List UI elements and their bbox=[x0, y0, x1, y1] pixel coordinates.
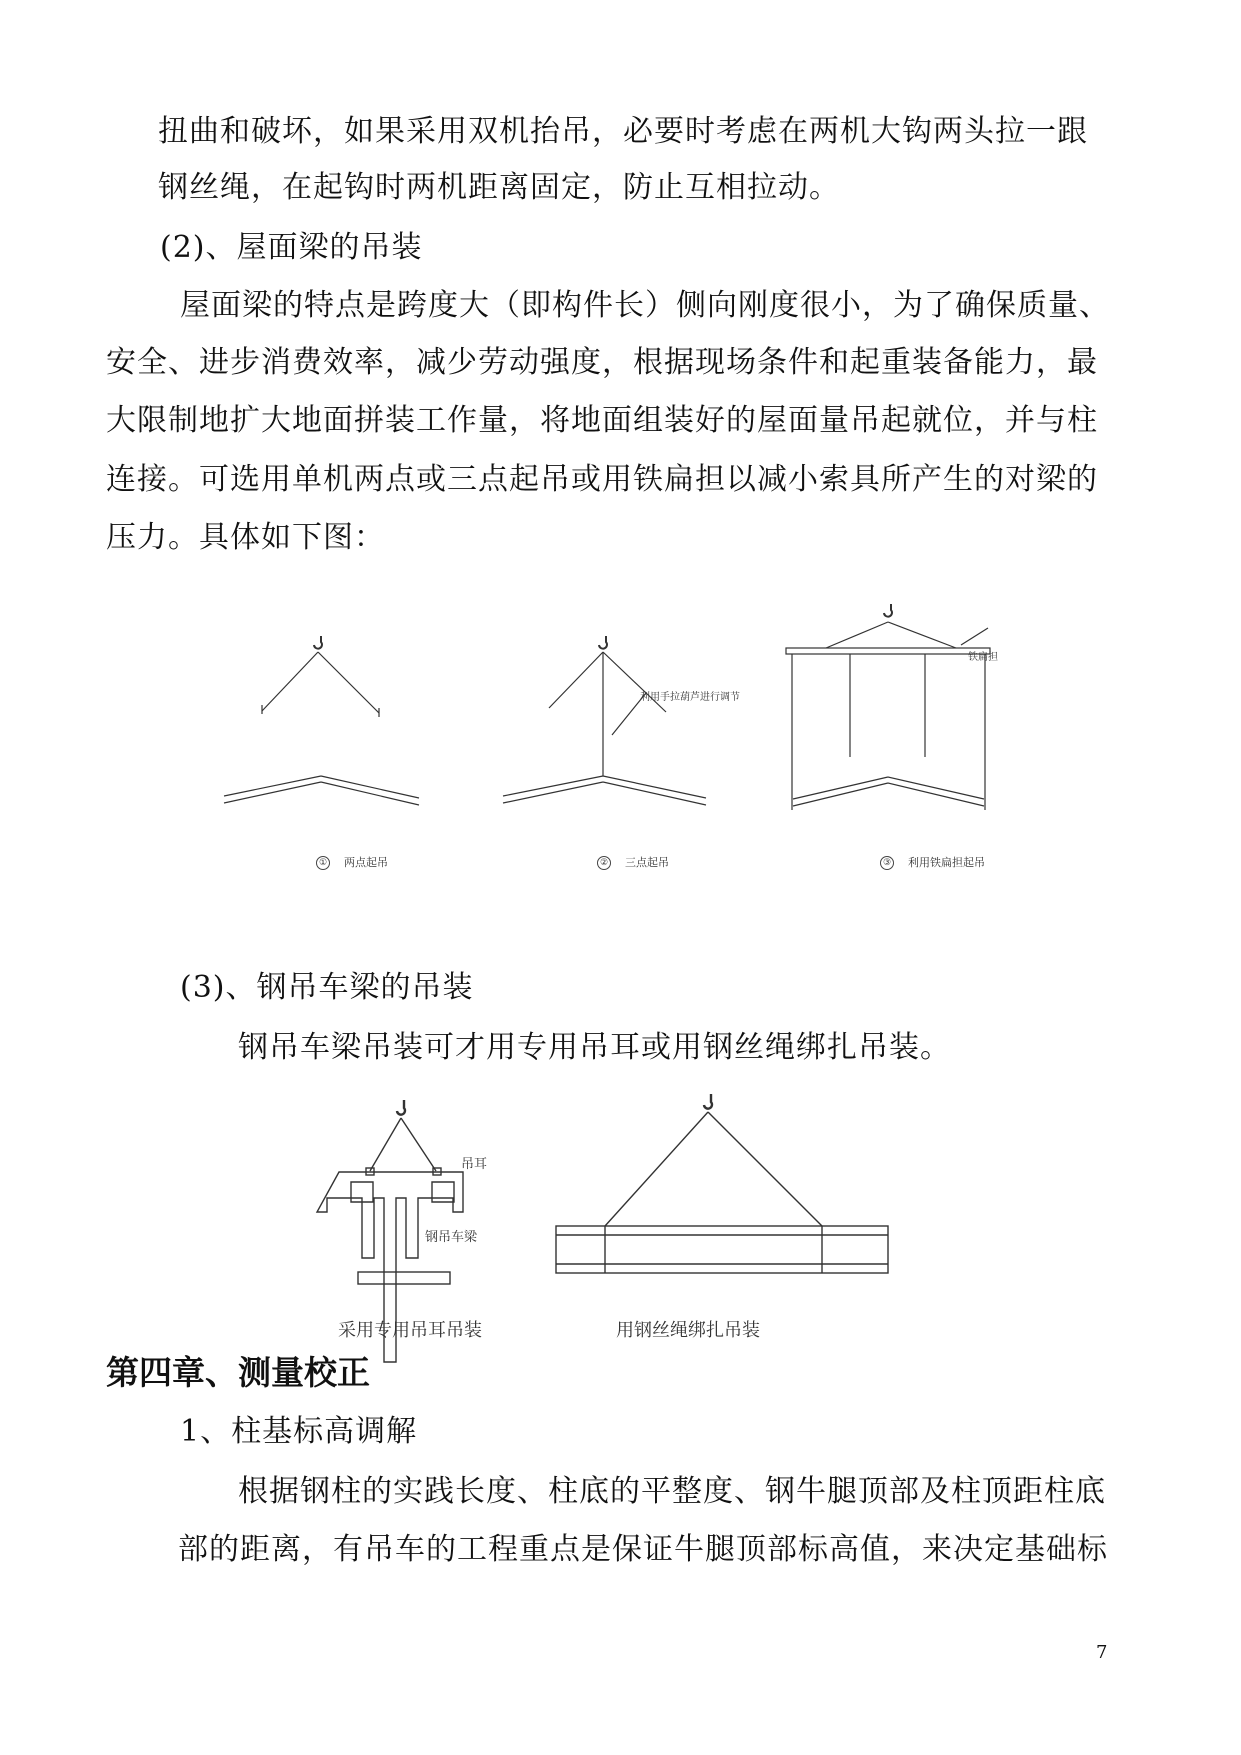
chapter-title: 第四章、测量校正 bbox=[106, 1353, 370, 1392]
caption-two-point: ① 两点起吊 bbox=[316, 854, 388, 870]
paragraph-line: 安全、进步消费效率，减少劳动强度，根据现场条件和起重装备能力，最 bbox=[106, 345, 1098, 380]
paragraph-line: 钢吊车梁吊装可才用专用吊耳或用钢丝绳绑扎吊装。 bbox=[238, 1030, 951, 1065]
caption-number: ③ bbox=[880, 856, 894, 870]
paragraph-line: 部的距离，有吊车的工程重点是保证牛腿顶部标高值，来决定基础标 bbox=[178, 1532, 1108, 1567]
paragraph-line: 屋面梁的特点是跨度大（即构件长）侧向刚度很小，为了确保质量、 bbox=[180, 288, 1110, 323]
caption-wire-rope: 用钢丝绳绑扎吊装 bbox=[616, 1320, 760, 1341]
paragraph-line: 压力。具体如下图： bbox=[106, 520, 385, 555]
wire-rope-tie-diagram bbox=[556, 1094, 888, 1273]
crane-beam-label: 钢吊车梁 bbox=[425, 1230, 478, 1245]
caption-number: ① bbox=[316, 856, 330, 870]
caption-three-point: ② 三点起吊 bbox=[597, 854, 669, 870]
paragraph-line: 大限制地扩大地面拼装工作量，将地面组装好的屋面量吊起就位，并与柱 bbox=[106, 403, 1098, 438]
caption-lifting-lug: 采用专用吊耳吊装 bbox=[338, 1320, 482, 1341]
adjust-note: 利用手拉葫芦进行调节 bbox=[640, 692, 740, 703]
paragraph-line: 连接。可选用单机两点或三点起吊或用铁扁担以减小索具所产生的对梁的 bbox=[106, 462, 1098, 497]
section-title: (3)、钢吊车梁的吊装 bbox=[180, 970, 474, 1005]
section-title: (2)、屋面梁的吊装 bbox=[160, 230, 423, 265]
caption-spreader-bar: ③ 利用铁扁担起吊 bbox=[880, 854, 985, 870]
paragraph-line: 钢丝绳，在起钩时两机距离固定，防止互相拉动。 bbox=[158, 170, 840, 205]
lug-label: 吊耳 bbox=[461, 1157, 488, 1172]
paragraph-line: 根据钢柱的实践长度、柱底的平整度、钢牛腿顶部及柱顶距柱底 bbox=[238, 1474, 1106, 1509]
subsection-title: 1、柱基标高调解 bbox=[180, 1414, 418, 1449]
page-number: 7 bbox=[1096, 1642, 1108, 1663]
caption-number: ② bbox=[597, 856, 611, 870]
paragraph-line: 扭曲和破坏，如果采用双机抬吊，必要时考虑在两机大钩两头拉一跟 bbox=[158, 114, 1088, 149]
spreader-bar-note: 铁扁担 bbox=[968, 652, 998, 663]
